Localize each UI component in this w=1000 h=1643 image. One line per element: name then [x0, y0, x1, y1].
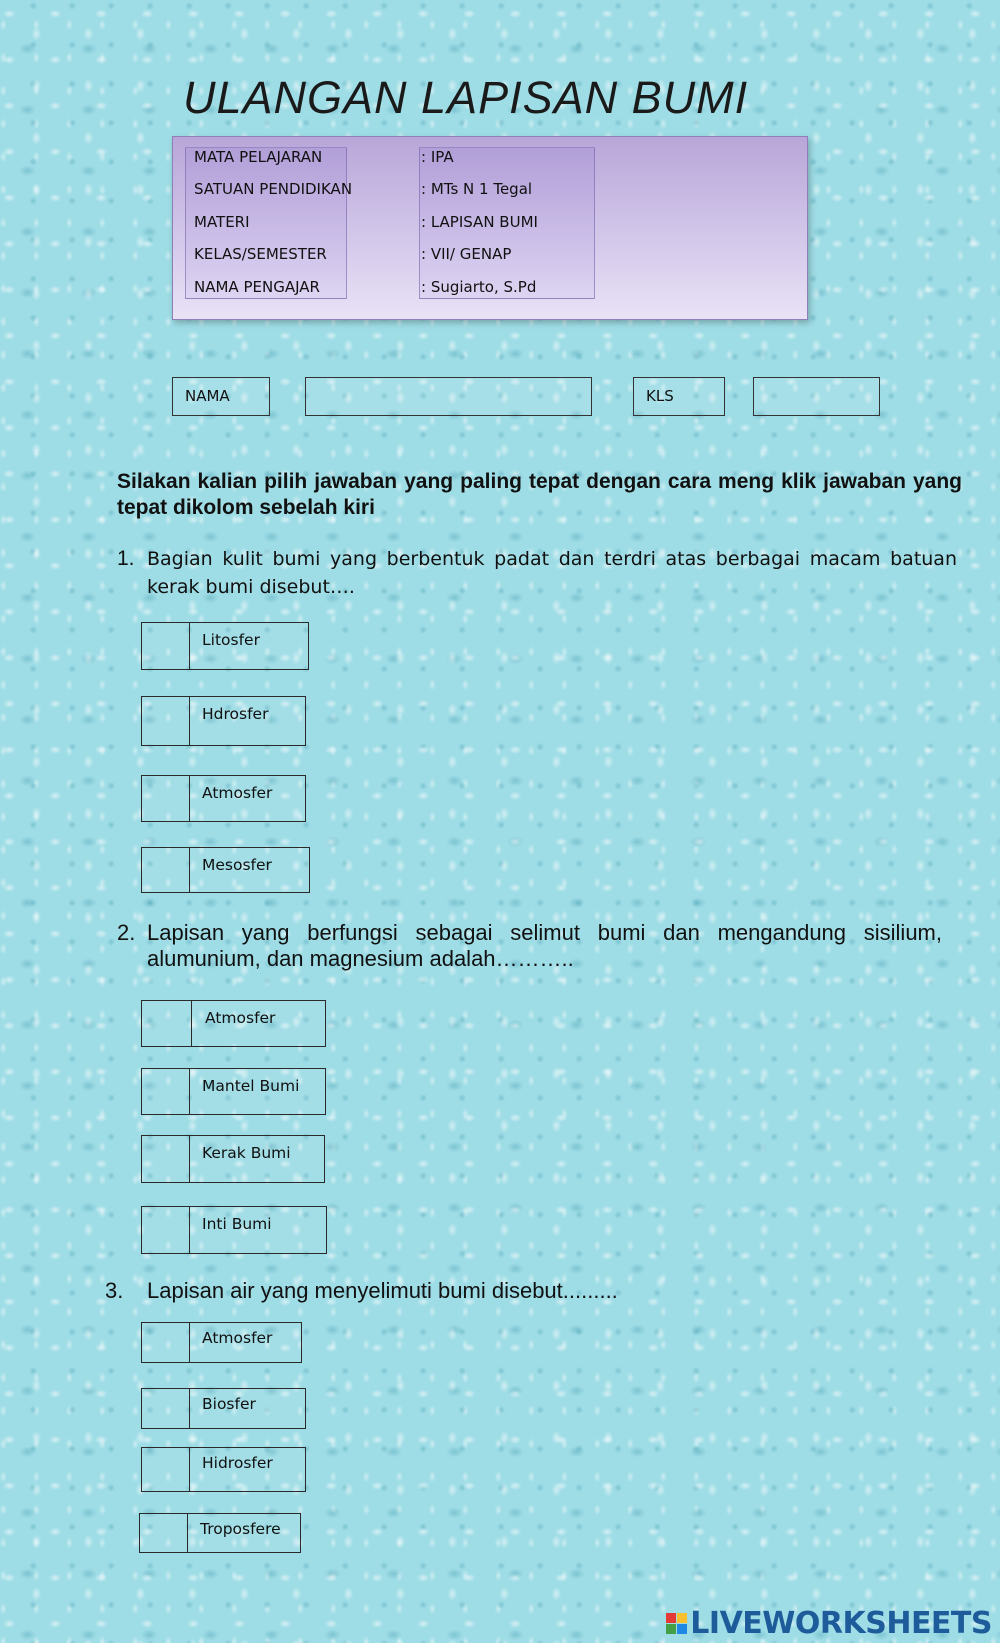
option-troposfere[interactable]	[139, 1513, 301, 1553]
option-checkbox[interactable]	[142, 1448, 190, 1491]
option-checkbox[interactable]	[142, 1323, 190, 1362]
liveworksheets-logo	[666, 1606, 992, 1641]
question-number: 1.	[117, 547, 135, 570]
option-label: Atmosfer	[202, 784, 273, 802]
info-box	[172, 136, 808, 320]
option-checkbox[interactable]	[142, 1136, 190, 1182]
option-atmosfer[interactable]	[141, 775, 306, 822]
info-label-subject: MATA PELAJARAN	[194, 148, 323, 166]
option-litosfer[interactable]	[141, 622, 309, 670]
info-value-teacher: : Sugiarto, S.Pd	[421, 278, 537, 296]
option-label: Troposfere	[200, 1520, 281, 1538]
option-checkbox[interactable]	[142, 776, 190, 821]
info-value-topic: : LAPISAN BUMI	[421, 213, 538, 231]
option-label: Inti Bumi	[202, 1215, 272, 1233]
question-text: Bagian kulit bumi yang berbentuk padat dan terdri atas berbagai macam batuan kerak bumi disebut….	[147, 548, 957, 598]
option-atmosfer[interactable]	[141, 1322, 302, 1363]
question-number: 2.	[117, 920, 136, 945]
option-biosfer[interactable]	[141, 1388, 306, 1429]
option-label: Mesosfer	[202, 856, 272, 874]
info-value-subject: : IPA	[421, 148, 454, 166]
option-hidrosfer[interactable]	[141, 1447, 306, 1492]
option-label: Atmosfer	[202, 1329, 273, 1347]
logo-square-red	[666, 1613, 676, 1623]
info-label-class: KELAS/SEMESTER	[194, 245, 327, 263]
brand-name: LIVEWORKSHEETS	[690, 1606, 992, 1641]
info-label-school: SATUAN PENDIDIKAN	[194, 180, 353, 198]
name-label-box	[172, 377, 270, 416]
option-mesosfer[interactable]	[141, 847, 310, 893]
logo-square-blue	[677, 1624, 687, 1634]
option-label: Atmosfer	[205, 1009, 276, 1027]
question-2	[117, 920, 942, 972]
option-label: Litosfer	[202, 631, 260, 649]
name-label: NAMA	[185, 387, 230, 405]
info-value-school: : MTs N 1 Tegal	[421, 180, 533, 198]
option-atmosfer[interactable]	[141, 1000, 326, 1047]
option-checkbox[interactable]	[140, 1514, 188, 1552]
option-checkbox[interactable]	[142, 848, 190, 892]
class-label: KLS	[646, 387, 674, 405]
option-label: Hdrosfer	[202, 705, 269, 723]
option-label: Kerak Bumi	[202, 1144, 291, 1162]
liveworksheets-logo-icon	[666, 1613, 687, 1634]
question-number: 3.	[105, 1278, 124, 1303]
option-checkbox[interactable]	[142, 1207, 190, 1253]
name-input[interactable]	[305, 377, 592, 416]
info-label-topic: MATERI	[194, 213, 250, 231]
option-checkbox[interactable]	[142, 697, 190, 745]
question-3	[105, 1278, 945, 1304]
option-checkbox[interactable]	[142, 623, 190, 669]
info-value-class: : VII/ GENAP	[421, 245, 512, 263]
option-inti-bumi[interactable]	[141, 1206, 327, 1254]
option-kerak-bumi[interactable]	[141, 1135, 325, 1183]
question-text: Lapisan air yang menyelimuti bumi disebut.........	[147, 1278, 618, 1303]
option-checkbox[interactable]	[142, 1389, 190, 1428]
option-hdrosfer[interactable]	[141, 696, 306, 746]
question-1	[117, 545, 957, 601]
logo-square-green	[666, 1624, 676, 1634]
option-mantel-bumi[interactable]	[141, 1068, 326, 1115]
logo-square-yellow	[677, 1613, 687, 1623]
option-label: Hidrosfer	[202, 1454, 273, 1472]
instruction-text: Silakan kalian pilih jawaban yang paling tepat dengan cara meng klik jawaban yang tepat dikolom sebelah kiri	[117, 470, 962, 519]
option-label: Mantel Bumi	[202, 1077, 300, 1095]
info-label-teacher: NAMA PENGAJAR	[194, 278, 320, 296]
class-input[interactable]	[753, 377, 880, 416]
option-label: Biosfer	[202, 1395, 256, 1413]
class-label-box	[633, 377, 725, 416]
option-checkbox[interactable]	[142, 1001, 192, 1046]
question-text: Lapisan yang berfungsi sebagai selimut bumi dan mengandung sisilium, alumunium, dan magnesium adalah………..	[147, 920, 942, 971]
option-checkbox[interactable]	[142, 1069, 190, 1114]
page-title: ULANGAN LAPISAN BUMI	[183, 72, 749, 123]
